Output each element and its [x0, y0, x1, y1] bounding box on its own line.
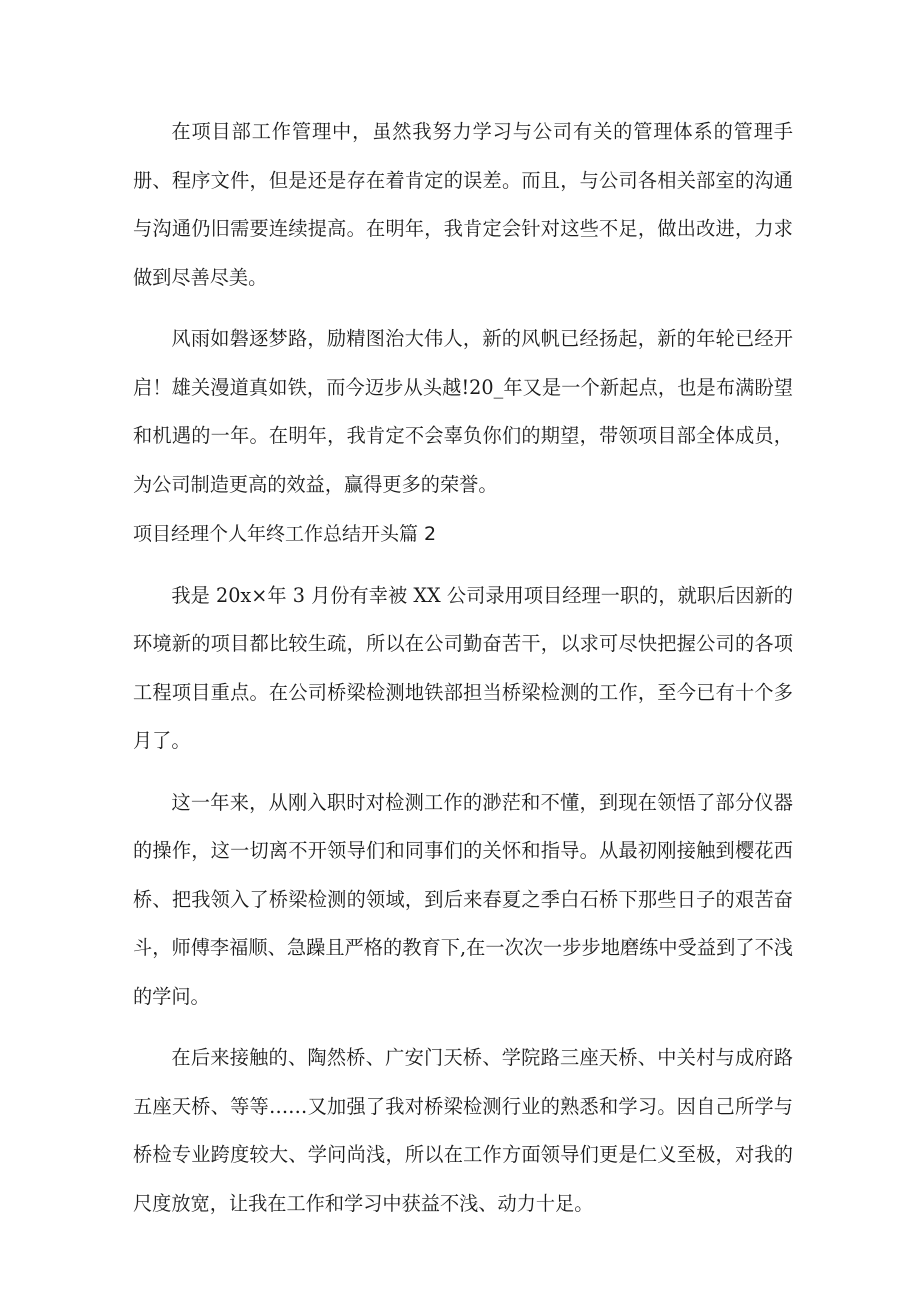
paragraph-joining-company: 我是 20x×年 3 月份有幸被 XX 公司录用项目经理一职的，就职后因新的环境新的项目都比较生疏，所以在公司勤奋苦干，以求可尽快把握公司的各项工程项目重点。在公司桥梁检测地铁部担当桥梁检测的工作，至今已有十个多月了。 — [133, 583, 793, 752]
paragraph-new-year-outlook: 风雨如磐逐梦路，励精图治大伟人，新的风帆已经扬起，新的年轮已经开启！雄关漫道真如铁，而今迈步从头越!20_年又是一个新起点，也是布满盼望和机遇的一年。在明年，我肯定不会辜负你们的期望，带领项目部全体成员，为公司制造更高的效益，赢得更多的荣誉。 — [133, 327, 793, 496]
section-heading: 项目经理个人年终工作总结开头篇 2 — [133, 523, 437, 545]
paragraph-year-review: 这一年来，从刚入职时对检测工作的渺茫和不懂，到现在领悟了部分仪器的操作，这一切离不开领导们和同事们的关怀和指导。从最初刚接触到樱花西桥、把我领入了桥梁检测的领域，到后来春夏之季白石桥下那些日子的艰苦奋斗，师傅李福顺、急躁且严格的教育下,在一次次一步步地磨练中受益到了不浅的学问。 — [133, 790, 793, 1008]
paragraph-management-shortcomings: 在项目部工作管理中，虽然我努力学习与公司有关的管理体系的管理手册、程序文件，但是还是存在着肯定的误差。而且，与公司各相关部室的沟通与沟通仍旧需要连续提高。在明年，我肯定会针对这些不足，做出改进，力求做到尽善尽美。 — [133, 120, 793, 289]
document-body — [133, 108, 793, 1228]
paragraph-later-projects: 在后来接触的、陶然桥、广安门天桥、学院路三座天桥、中关村与成府路五座天桥、等等……又加强了我对桥梁检测行业的熟悉和学习。因自己所学与桥检专业跨度较大、学问尚浅，所以在工作方面领导们更是仁义至极，对我的尺度放宽，让我在工作和学习中获益不浅、动力十足。 — [133, 1046, 793, 1215]
